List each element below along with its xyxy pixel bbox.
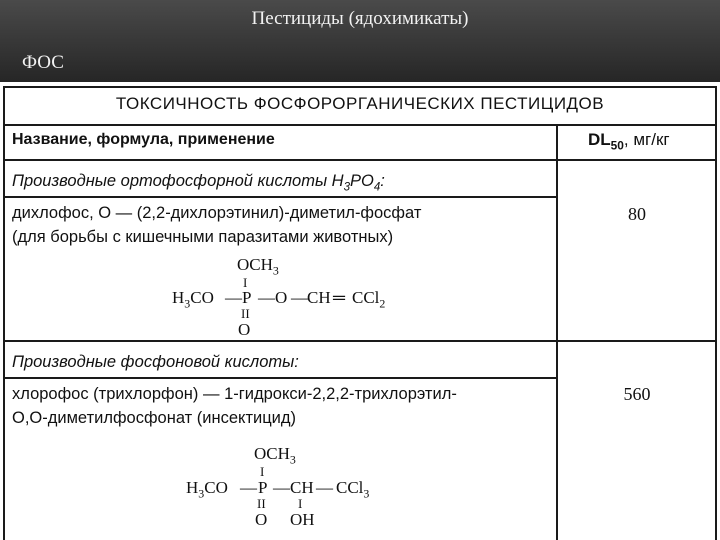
entry-dichlorvos-line-2: (для борьбы с кишечными паразитами животных): [12, 228, 394, 246]
dichlorvos-dl50-value: 80: [628, 204, 646, 224]
rule-under-title: [3, 124, 715, 126]
rule-between-entries: [3, 340, 715, 342]
col-header-dl50: $DL_{50}$, мг/кг: [588, 130, 670, 153]
col-header-name: Название, формула, применение: [12, 131, 275, 148]
trichlorfon-dl50-value: 560: [623, 384, 651, 404]
rule-under-header: [3, 159, 715, 161]
column-divider: [556, 124, 558, 540]
entry-trichlorfon-line-1: хлорофос (трихлорфон) — 1-гидрокси-2,2,2-трихлорэтил-: [12, 385, 457, 403]
table-frame: [3, 86, 717, 540]
section-label-phosphonic: Производные фосфоновой кислоты:: [12, 353, 299, 371]
slide-header: [0, 0, 720, 83]
slide-title: Пестициды (ядохимикаты): [251, 8, 469, 29]
scanned-table-image: ТОКСИЧНОСТЬ ФОСФОРОРГАНИЧЕСКИХ ПЕСТИЦИДОВ Название, формула, применение $DL_{50}$, мг/кг Производные ортофосфорной кислоты $H_3PO_4$: дихлофос, О — (2,2-дихлорэтинил)-диметил-фосфат (для борьбы с кишечными паразитами животных) 80 $OCH_3$ I $H_3CO$ — P — O — CH ═ CCl$_2$ II O Производные фосфоновой кислоты: хлорофос (трихлорфон) — 1-гидрокси-2,2,2-трихлорэтил- O,O-диметилфосфонат (инсектицид) 560 $OCH_3$ I $H_3CO$ — P — CH — CCl$_3$ II I O OH: [0, 82, 720, 540]
slide-subtitle: ФОС: [22, 52, 64, 73]
table-title: ТОКСИЧНОСТЬ ФОСФОРОРГАНИЧЕСКИХ ПЕСТИЦИДОВ: [115, 94, 605, 113]
rule-under-section-1: [3, 196, 558, 198]
rule-under-section-2: [3, 377, 558, 379]
entry-trichlorfon-line-2: O,O-диметилфосфонат (инсектицид): [12, 409, 297, 427]
section-label-orthophosphoric: Производные ортофосфорной кислоты $H_3PO_4$:: [12, 172, 385, 194]
entry-dichlorvos-line-1: дихлофос, О — (2,2-дихлорэтинил)-диметил-фосфат: [12, 204, 422, 222]
